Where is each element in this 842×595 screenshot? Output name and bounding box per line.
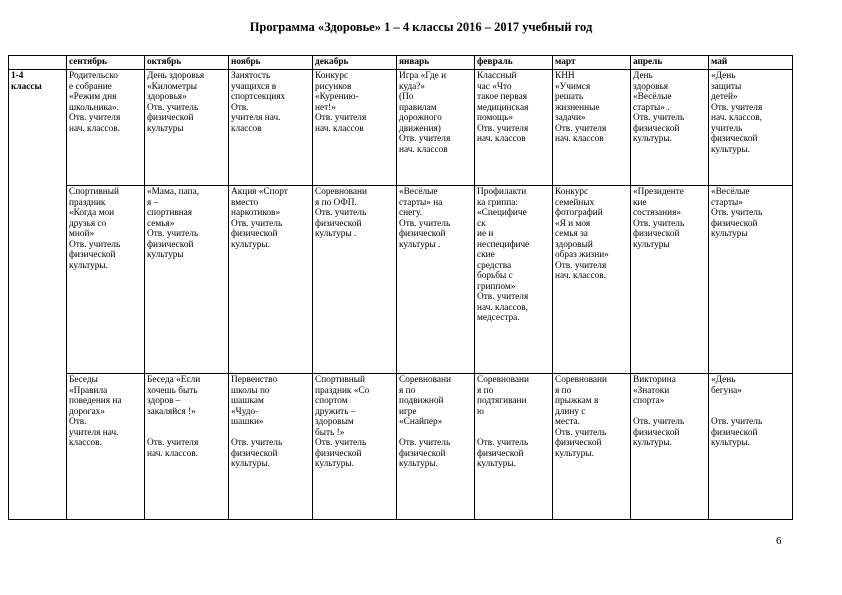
event-cell: «Президенте кие состязания» Отв. учитель физической культуры — [631, 186, 709, 374]
event-cell: День здоровья «Километры здоровья» Отв. учитель физической культуры — [145, 70, 229, 186]
event-cell: Соревновани я по подвижной игре «Снайпер» Отв. учитель физической культуры. — [397, 374, 475, 520]
event-cell: Родительско е собрание «Режим дня школьника». Отв. учителя нач. классов. — [67, 70, 145, 186]
event-cell: «День бегуна» Отв. учитель физической культуры. — [709, 374, 793, 520]
table-row — [9, 186, 793, 374]
event-cell: Спортивный праздник «Когда мои друзья со мной» Отв. учитель физической культуры. — [67, 186, 145, 374]
event-cell: Соревновани я по подтягивани ю Отв. учитель физической культуры. — [475, 374, 553, 520]
month-header: январь — [397, 56, 475, 70]
event-cell: Беседы «Правила поведения на дорогах» Отв. учителя нач. классов. — [67, 374, 145, 520]
month-header: сентябрь — [67, 56, 145, 70]
event-cell: Соревновани я по ОФП. Отв. учитель физической культуры . — [313, 186, 397, 374]
month-header: октябрь — [145, 56, 229, 70]
month-header: апрель — [631, 56, 709, 70]
event-cell: Спортивный праздник «Со спортом дружить – здоровым быть !» Отв. учитель физической культуры. — [313, 374, 397, 520]
month-header: февраль — [475, 56, 553, 70]
event-cell: Конкурс семейных фотографий «Я и моя семья за здоровый образ жизни» Отв. учителя нач. классов. — [553, 186, 631, 374]
event-cell: «Мама, папа, я – спортивная семья» Отв. учитель физической культуры — [145, 186, 229, 374]
program-table — [8, 55, 793, 520]
event-cell: «Весёлые старты» Отв. учитель физической культуры — [709, 186, 793, 374]
event-cell: Акция «Спорт вместо наркотиков» Отв. учитель физической культуры. — [229, 186, 313, 374]
event-cell: Профилакти ка гриппа: «Специфиче ск ие и неспецифиче ские средства борьбы с гриппом» Отв. учителя нач. классов, медсестра. — [475, 186, 553, 374]
grade-label: 1-4 классы — [9, 70, 67, 520]
event-cell: «День защиты детей» Отв. учителя нач. классов, учитель физической культуры. — [709, 70, 793, 186]
month-header: декабрь — [313, 56, 397, 70]
table-row — [9, 374, 793, 520]
event-cell: Занятость учащихся в спортсекциях Отв. учителя нач. классов — [229, 70, 313, 186]
corner-cell — [9, 56, 67, 70]
event-cell: Конкурс рисунков «Курению- нет!» Отв. учителя нач. классов — [313, 70, 397, 186]
event-cell: Соревновани я по прыжкам в длину с места. Отв. учитель физической культуры. — [553, 374, 631, 520]
page-title: Программа «Здоровье» 1 – 4 классы 2016 – 2017 учебный год — [249, 20, 593, 34]
event-cell: «Весёлые старты» на снегу. Отв. учитель физической культуры . — [397, 186, 475, 374]
event-cell: Первенство школы по шашкам «Чудо- шашки» Отв. учитель физической культуры. — [229, 374, 313, 520]
event-cell: Классный час «Что такое первая медицинская помощь» Отв. учителя нач. классов — [475, 70, 553, 186]
event-cell: Игра «Где и куда?» (По правилам дорожного движения) Отв. учителя нач. классов — [397, 70, 475, 186]
event-cell: День здоровья «Весёлые старты» . Отв. учитель физической культуры. — [631, 70, 709, 186]
header-row — [9, 56, 793, 70]
event-cell: КНН «Учимся решать жизненные задачи» Отв. учителя нач. классов — [553, 70, 631, 186]
event-cell: Викторина «Знатоки спорта» Отв. учитель физической культуры. — [631, 374, 709, 520]
table-row — [9, 70, 793, 186]
page-number: 6 — [776, 535, 782, 547]
month-header: ноябрь — [229, 56, 313, 70]
event-cell: Беседа «Если хочешь быть здоров – закаляйся !» Отв. учителя нач. классов. — [145, 374, 229, 520]
month-header: май — [709, 56, 793, 70]
month-header: март — [553, 56, 631, 70]
